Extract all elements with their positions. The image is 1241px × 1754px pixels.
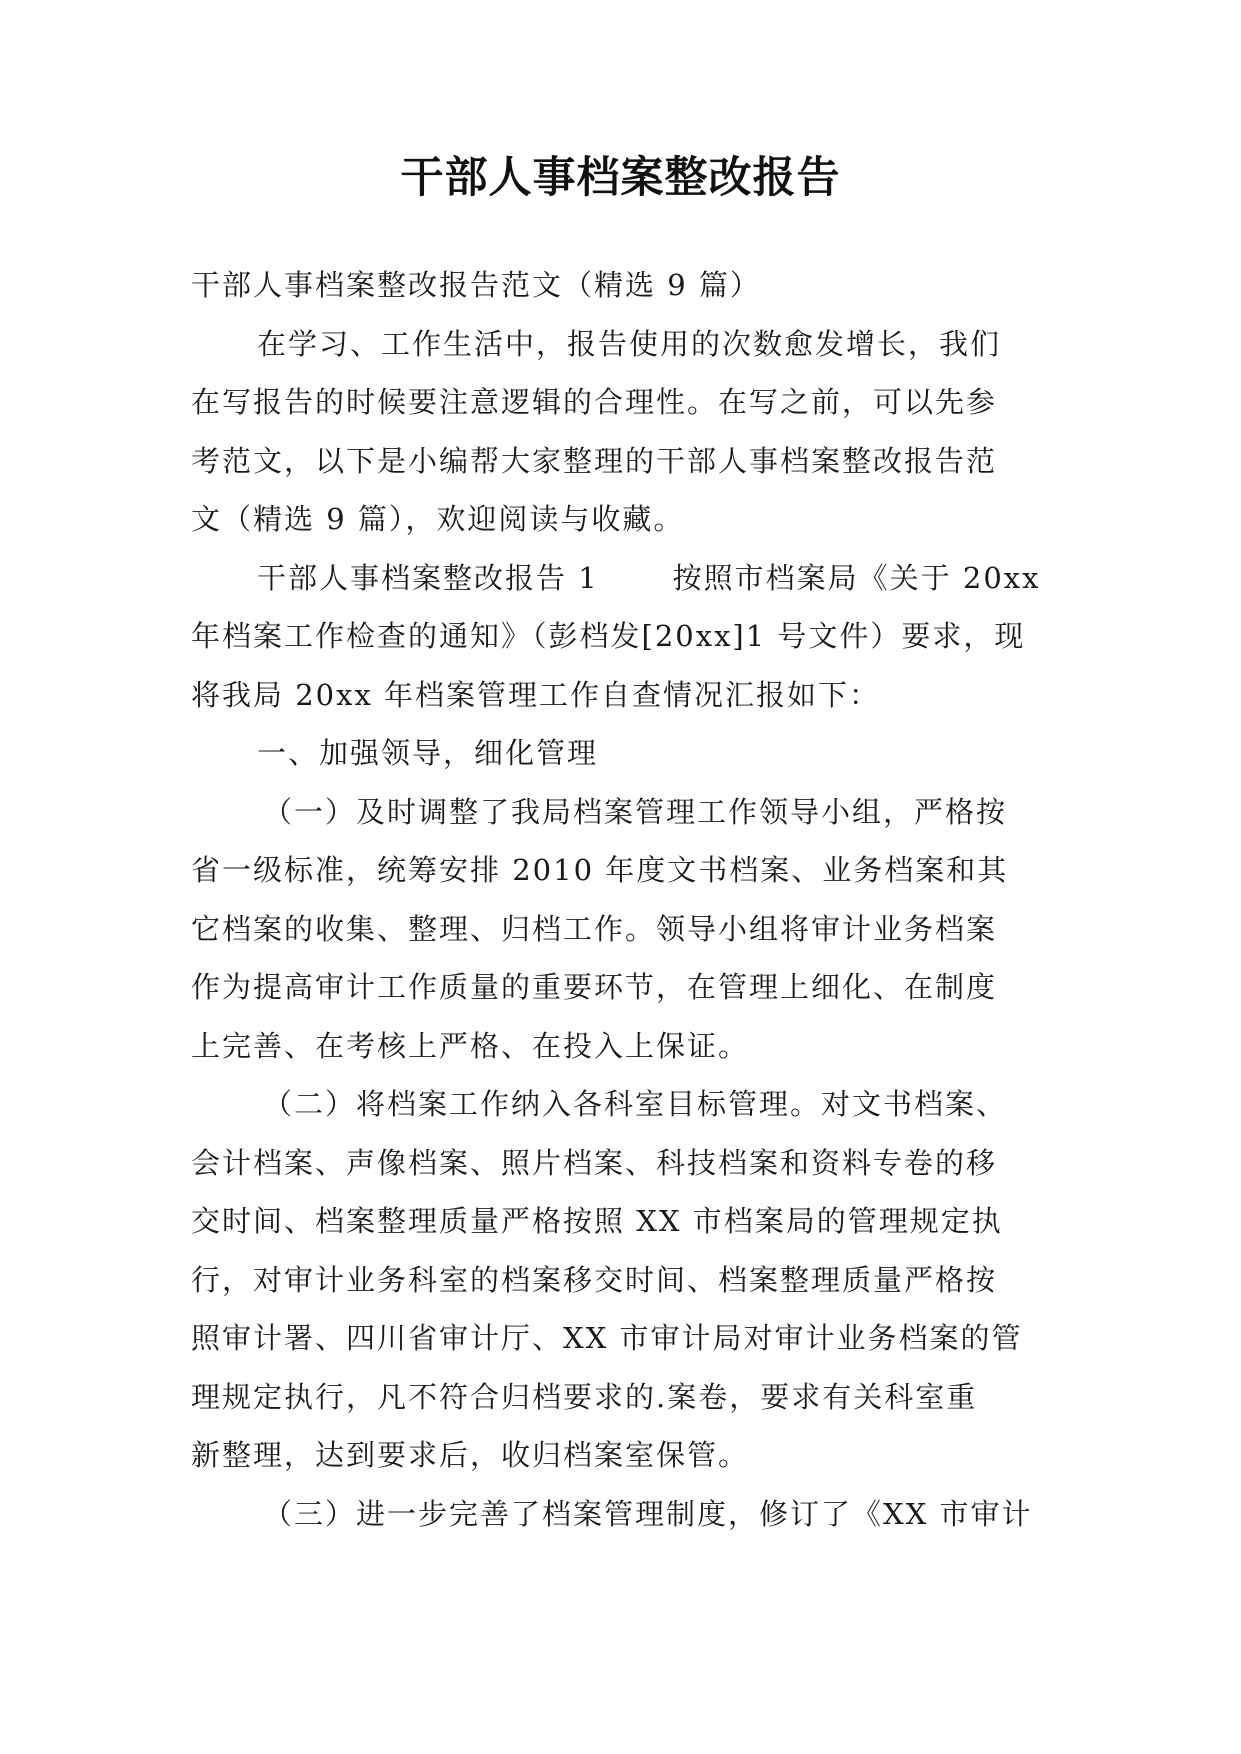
paragraph-line: 照审计署、四川省审计厅、XX 市审计局对审计业务档案的管 — [191, 1321, 1023, 1355]
intro-line: 文（精选 9 篇），欢迎阅读与收藏。 — [191, 502, 685, 536]
paragraph-line: 行，对审计业务科室的档案移交时间、档案整理质量严格按 — [191, 1262, 998, 1297]
paragraph-line: 新整理，达到要求后，收归档案室保管。 — [191, 1438, 750, 1472]
paragraph-line: 交时间、档案整理质量严格按照 XX 市档案局的管理规定执 — [191, 1204, 1003, 1238]
intro-line: 考范文，以下是小编帮大家整理的干部人事档案整改报告范 — [191, 443, 998, 478]
paragraph-line: 作为提高审计工作质量的重要环节，在管理上细化、在制度 — [191, 970, 998, 1004]
paragraph-line: 理规定执行，凡不符合归档要求的.案卷，要求有关科室重 — [191, 1379, 978, 1414]
section-heading: 一、加强领导，细化管理 — [257, 736, 599, 770]
report-1-first-line — [191, 549, 1053, 608]
paragraph-line: （三）进一步完善了档案管理制度，修订了《XX 市审计 — [263, 1496, 1033, 1531]
report-1-intro-text: 按照市档案局《关于 20xx — [672, 560, 1041, 595]
report-1-line: 年档案工作检查的通知》（彭档发[20xx]1 号文件）要求，现 — [191, 619, 1026, 653]
document-subtitle: 干部人事档案整改报告范文（精选 9 篇） — [191, 268, 761, 302]
paragraph-line: 省一级标准，统筹安排 2010 年度文书档案、业务档案和其 — [191, 853, 1009, 887]
paragraph-line: （一）及时调整了我局档案管理工作领导小组，严格按 — [263, 794, 1008, 829]
paragraph-line: 上完善、在考核上严格、在投入上保证。 — [191, 1028, 750, 1063]
document-body — [191, 256, 1053, 1543]
report-1-heading: 干部人事档案整改报告 1 — [257, 560, 599, 595]
report-1-line: 将我局 20xx 年档案管理工作自查情况汇报如下： — [191, 677, 881, 712]
intro-line: 在学习、工作生活中，报告使用的次数愈发增长，我们 — [257, 326, 1002, 361]
paragraph-line: （二）将档案工作纳入各科室目标管理。对文书档案、 — [263, 1087, 1008, 1121]
document-title: 干部人事档案整改报告 — [400, 153, 841, 203]
paragraph-line: 它档案的收集、整理、归档工作。领导小组将审计业务档案 — [191, 911, 998, 946]
intro-line: 在写报告的时候要注意逻辑的合理性。在写之前，可以先参 — [191, 385, 998, 419]
paragraph-line: 会计档案、声像档案、照片档案、科技档案和资料专卷的移 — [191, 1145, 998, 1180]
